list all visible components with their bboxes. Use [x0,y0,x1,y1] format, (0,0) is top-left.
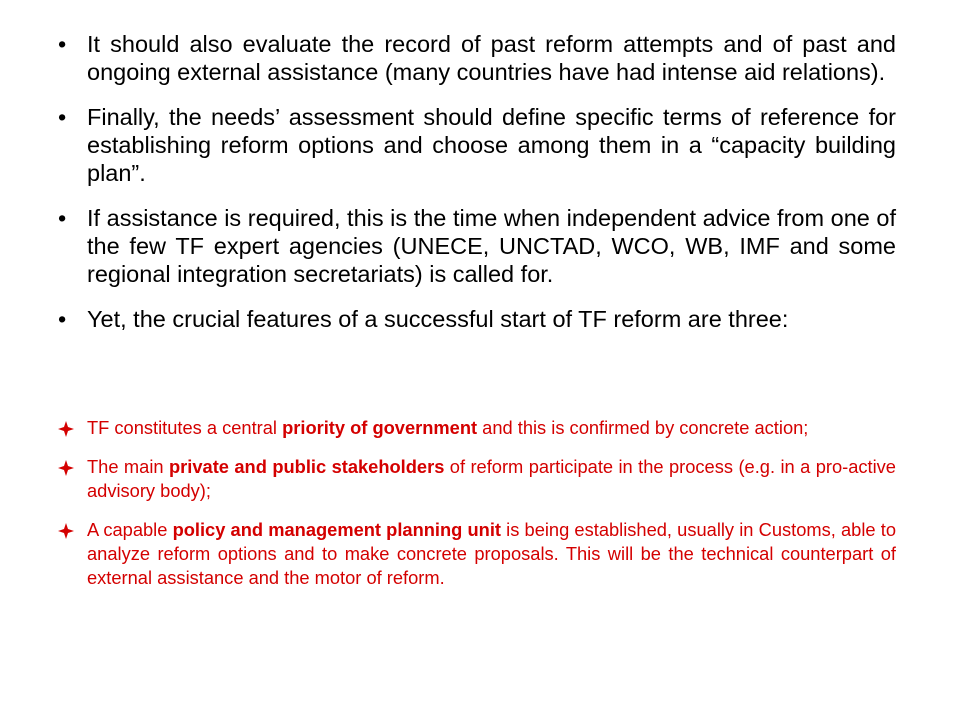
bullet-dot-icon: • [58,306,67,332]
sub-bullet-emphasis: private and public stakeholders [169,456,445,477]
sub-bullet-text-suffix: of reform participate in the process (e.g. in a pro-active advisory body); [87,456,896,501]
sub-bullet-list [58,416,896,605]
sub-bullet-text-suffix: is being established, usually in Customs, able to analyze reform options and to make concrete proposals. This will be the technical counterpart of external assistance and the motor of reform. [87,519,896,588]
bullet-dot-icon: • [58,104,67,130]
bullet-text: Finally, the needs’ assessment should define specific terms of reference for establishing reform options and choose among them in a “capacity building plan”. [87,104,896,186]
bullet-item [58,103,896,187]
sub-bullet-emphasis: policy and management planning unit [172,519,501,540]
bullet-list [58,30,896,350]
diamond-flower-icon [58,523,74,539]
bullet-item [58,204,896,288]
sub-bullet-item [58,416,896,440]
sub-bullet-text-prefix: The main [87,456,169,477]
sub-bullet-item [58,455,896,503]
diamond-flower-icon [58,421,74,437]
diamond-flower-icon [58,460,74,476]
bullet-text: If assistance is required, this is the time when independent advice from one of the few TF expert agencies (UNECE, UNCTAD, WCO, WB, IMF and some regional integration secretariats) is called for. [87,205,896,287]
bullet-item [58,30,896,86]
sub-bullet-text-suffix: and this is confirmed by concrete action; [477,417,809,438]
sub-bullet-text-prefix: A capable [87,519,173,540]
bullet-dot-icon: • [58,205,67,231]
sub-bullet-item [58,518,896,590]
sub-bullet-text-prefix: TF constitutes a central [87,417,283,438]
bullet-text: It should also evaluate the record of past reform attempts and of past and ongoing external assistance (many countries have had intense aid relations). [87,31,896,85]
sub-bullet-emphasis: priority of government [282,417,478,438]
bullet-text: Yet, the crucial features of a successful start of TF reform are three: [87,306,789,332]
bullet-dot-icon: • [58,31,67,57]
bullet-item [58,305,896,333]
